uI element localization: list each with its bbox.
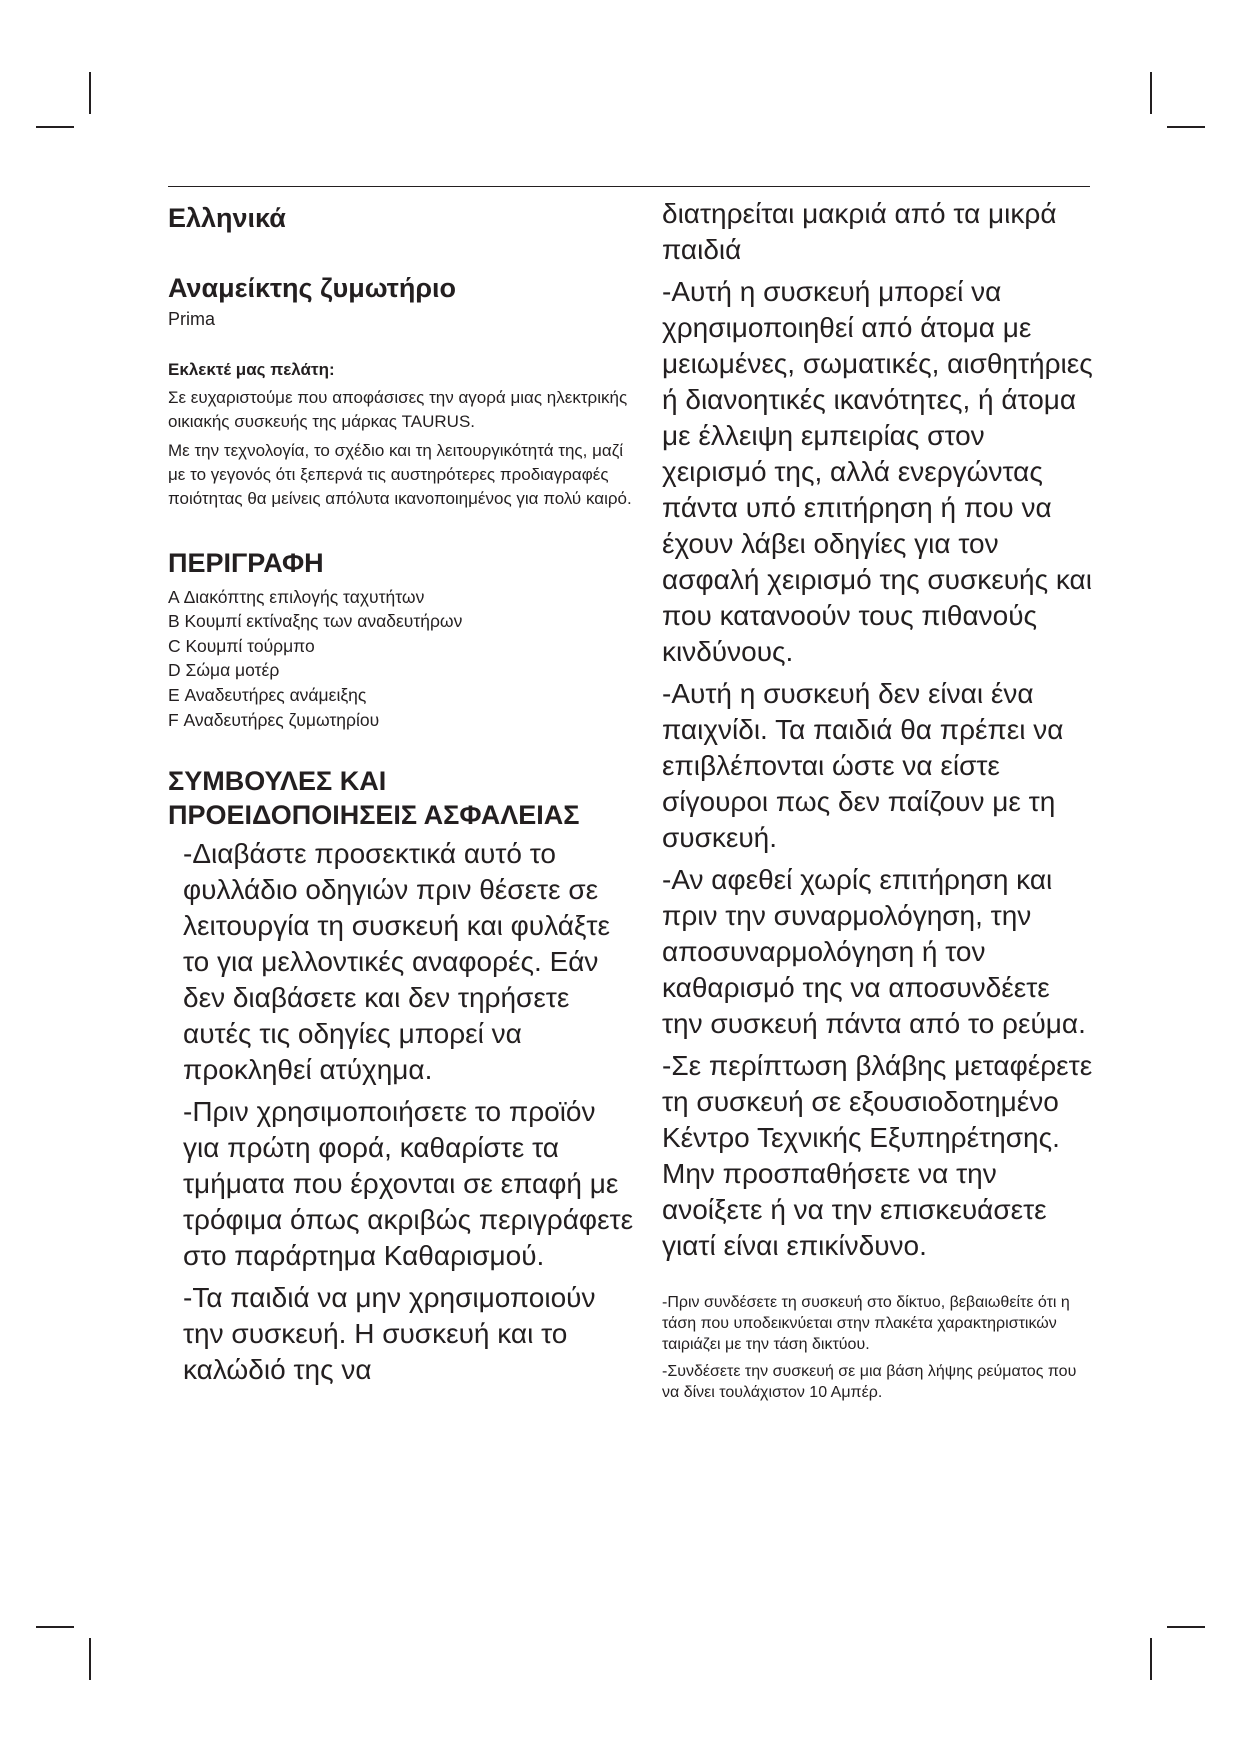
safety-paragraph: -Αυτή η συσκευή δεν είναι ένα παιχνίδι. Τα παιδιά θα πρέπει να επιβλέπονται ώστε να είστε σίγουροι πως δεν παίζουν με τη συσκευή. [662,678,1064,853]
crop-mark-top-left-horizontal [36,126,74,128]
crop-mark-bottom-right-horizontal [1167,1626,1205,1628]
safety-paragraph-continuation: διατηρείται μακριά από τα μικρά παιδιά [662,198,1057,265]
greeting-paragraph: Σε ευχαριστούμε που αποφάσισες την αγορά μιας ηλεκτρικής οικιακής συσκευής της μάρκας TAURUS. [168,387,628,431]
fine-print-paragraph: -Συνδέσετε την συσκευή σε μια βάση λήψης ρεύματος που να δίνει τουλάχιστον 10 Αμπέρ. [662,1363,1077,1401]
safety-paragraph: -Αυτή η συσκευή μπορεί να χρησιμοποιηθεί από άτομα με μειωμένες, σωματικές, αισθητήριες ή διανοητικές ικανότητες, ή άτομα με έλλειψη εμπειρίας στον χειρισμό της, αλλά ενεργώντας πάντα υπό επιτήρηση ή που να έχουν λάβει οδηγίες για τον ασφαλή χειρισμό της συσκευής και που κατανοούν τους πιθανούς κινδύνους. [662,276,1093,667]
header-rule [168,186,1090,187]
description-item: B Κουμπί εκτίναξης των αναδευτήρων [168,611,463,632]
description-list [168,585,638,733]
crop-mark-top-right-vertical [1150,72,1152,114]
safety-title: ΣΥΜΒΟΥΛΕΣ ΚΑΙ ΠΡΟΕΙΔΟΠΟΙΗΣΕΙΣ ΑΣΦΑΛΕΙΑΣ [168,766,580,831]
crop-mark-bottom-left-vertical [89,1638,91,1680]
description-item: C Κουμπί τούρμπο [168,635,315,656]
safety-paragraph: -Διαβάστε προσεκτικά αυτό το φυλλάδιο οδηγιών πριν θέσετε σε λειτουργία τη συσκευή και φυλάξτε το για μελλοντικές αναφορές. Εάν δεν διαβάσετε και δεν τηρήσετε αυτές τις οδηγίες μπορεί να προκληθεί ατύχημα. [183,838,610,1086]
crop-mark-bottom-left-horizontal [36,1626,74,1628]
crop-mark-top-right-horizontal [1167,126,1205,128]
crop-mark-bottom-right-vertical [1150,1638,1152,1680]
safety-paragraph: -Πριν χρησιμοποιήσετε το προϊόν για πρώτη φορά, καθαρίστε τα τμήματα που έρχονται σε επαφή με τρόφιμα όπως ακριβώς περιγράφετε στο παράρτημα Καθαρισμού. [183,1096,634,1272]
product-title: Αναμείκτης ζυμωτήριο [168,273,457,304]
model-name: Prima [168,308,216,329]
greeting-label: Εκλεκτέ μας πελάτη: [168,359,335,379]
description-item: F Αναδευτήρες ζυμωτηρίου [168,709,380,730]
safety-paragraph: -Αν αφεθεί χωρίς επιτήρηση και πριν την συναρμολόγηση, την αποσυναρμολόγηση ή τον καθαρισμό της να αποσυνδέετε την συσκευή πάντα από το ρεύμα. [662,864,1086,1039]
description-title: ΠΕΡΙΓΡΑΦΗ [168,547,324,578]
safety-paragraph: -Σε περίπτωση βλάβης μεταφέρετε τη συσκευή σε εξουσιοδοτημένο Κέντρο Τεχνικής Εξυπηρέτησης. Μην προσπαθήσετε να την ανοίξετε ή να την επισκευάσετε γιατί είναι επικίνδυνο. [662,1050,1093,1261]
left-column [168,196,638,1394]
greeting-paragraph: Με την τεχνολογία, το σχέδιο και τη λειτουργικότητά της, μαζί με το γεγονός ότι ξεπερνά τις αυστηρότερες προδιαγραφές ποιότητας θα μείνεις απόλυτα ικανοποιημένος για πολύ καιρό. [168,440,632,508]
safety-paragraph: -Τα παιδιά να μην χρησιμοποιούν την συσκευή. Η συσκευή και το καλώδιό της να [183,1282,596,1386]
right-column [662,196,1094,1409]
description-item: D Σώμα μοτέρ [168,660,280,681]
description-item: E Αναδευτήρες ανάμειξης [168,684,367,705]
language-heading: Ελληνικά [168,203,286,233]
description-item: A Διακόπτης επιλογής ταχυτήτων [168,586,425,607]
fine-print-paragraph: -Πριν συνδέσετε τη συσκευή στο δίκτυο, βεβαιωθείτε ότι η τάση που υποδεικνύεται στην πλακέτα χαρακτηριστικών ταιριάζει με την τάση δικτύου. [662,1294,1070,1353]
crop-mark-top-left-vertical [89,72,91,114]
